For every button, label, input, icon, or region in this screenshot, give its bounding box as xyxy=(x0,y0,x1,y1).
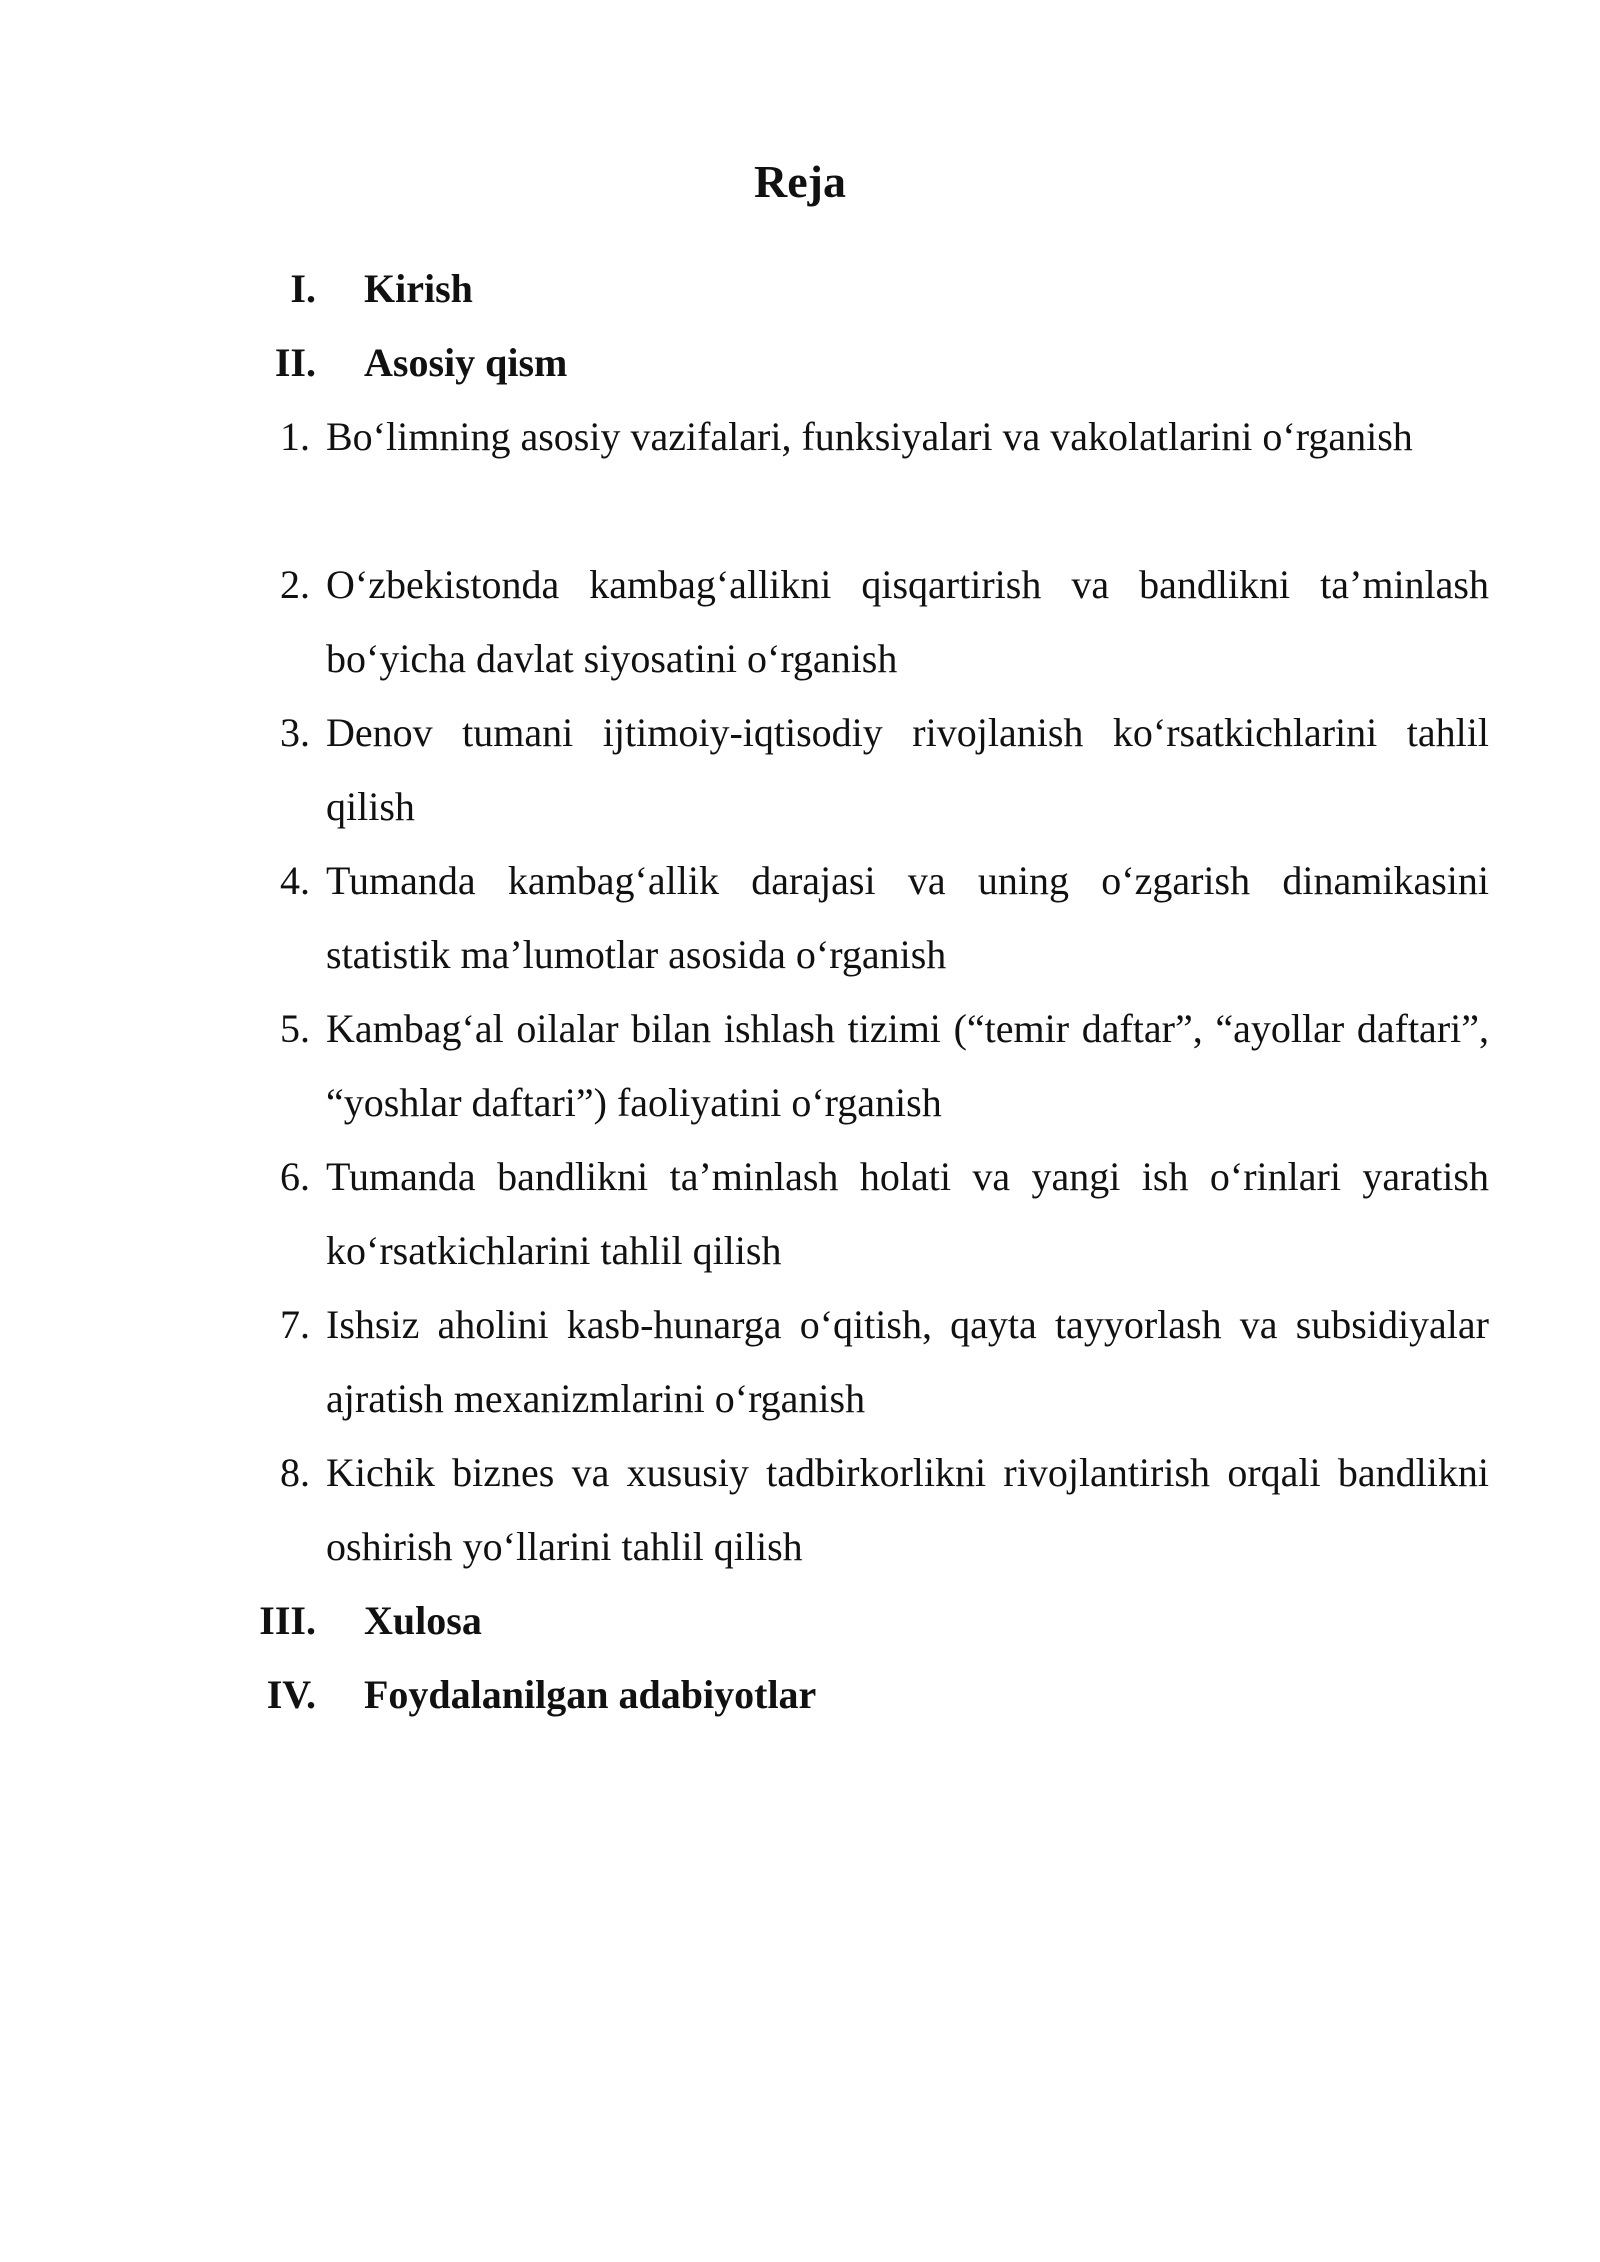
item-number: 6. xyxy=(280,1154,310,1199)
item-text: Tumanda bandlikni ta’minlash holati va yangi ish o‘rinlari yaratish ko‘rsatkichlarini tahlil qilish xyxy=(326,1154,1489,1273)
item-number: 4. xyxy=(280,858,310,903)
section-number: II. xyxy=(274,340,316,385)
section-heading: Kirish xyxy=(364,266,473,311)
section-number: IV. xyxy=(266,1672,316,1717)
item-text: Kichik biznes va xususiy tadbirkorlikni rivojlantirish orqali bandlikni oshirish yo‘llarini tahlil qilish xyxy=(326,1450,1489,1569)
item-text: Denov tumani ijtimoiy-iqtisodiy rivojlanish ko‘rsatkichlarini tahlil qilish xyxy=(326,710,1489,829)
item-text: Ishsiz aholini kasb-hunarga o‘qitish, qayta tayyorlash va subsidiyalar ajratish mexanizmlarini o‘rganish xyxy=(326,1302,1489,1421)
item-number: 5. xyxy=(280,1006,310,1051)
item-number: 7. xyxy=(280,1302,310,1347)
section-number: I. xyxy=(290,266,316,311)
item-text: Bo‘limning asosiy vazifalari, funksiyalari va vakolatlarini o‘rganish xyxy=(326,414,1413,459)
item-number: 2. xyxy=(280,562,310,607)
section-heading: Xulosa xyxy=(364,1598,482,1643)
item-text: O‘zbekistonda kambag‘allikni qisqartirish va bandlikni ta’minlash bo‘yicha davlat siyosatini o‘rganish xyxy=(326,562,1489,681)
item-number: 3. xyxy=(280,710,310,755)
item-number: 8. xyxy=(280,1450,310,1495)
section-heading: Foydalanilgan adabiyotlar xyxy=(364,1672,817,1717)
item-text: Tumanda kambag‘allik darajasi va uning o‘zgarish dinamikasini statistik ma’lumotlar asosida o‘rganish xyxy=(326,858,1489,977)
item-number: 1. xyxy=(280,414,310,459)
page-title: Reja xyxy=(754,156,846,207)
item-text: Kambag‘al oilalar bilan ishlash tizimi (“temir daftar”, “ayollar daftari”, “yoshlar daftari”) faoliyatini o‘rganish xyxy=(326,1006,1489,1125)
section-number: III. xyxy=(259,1598,316,1643)
section-heading: Asosiy qism xyxy=(364,340,568,385)
